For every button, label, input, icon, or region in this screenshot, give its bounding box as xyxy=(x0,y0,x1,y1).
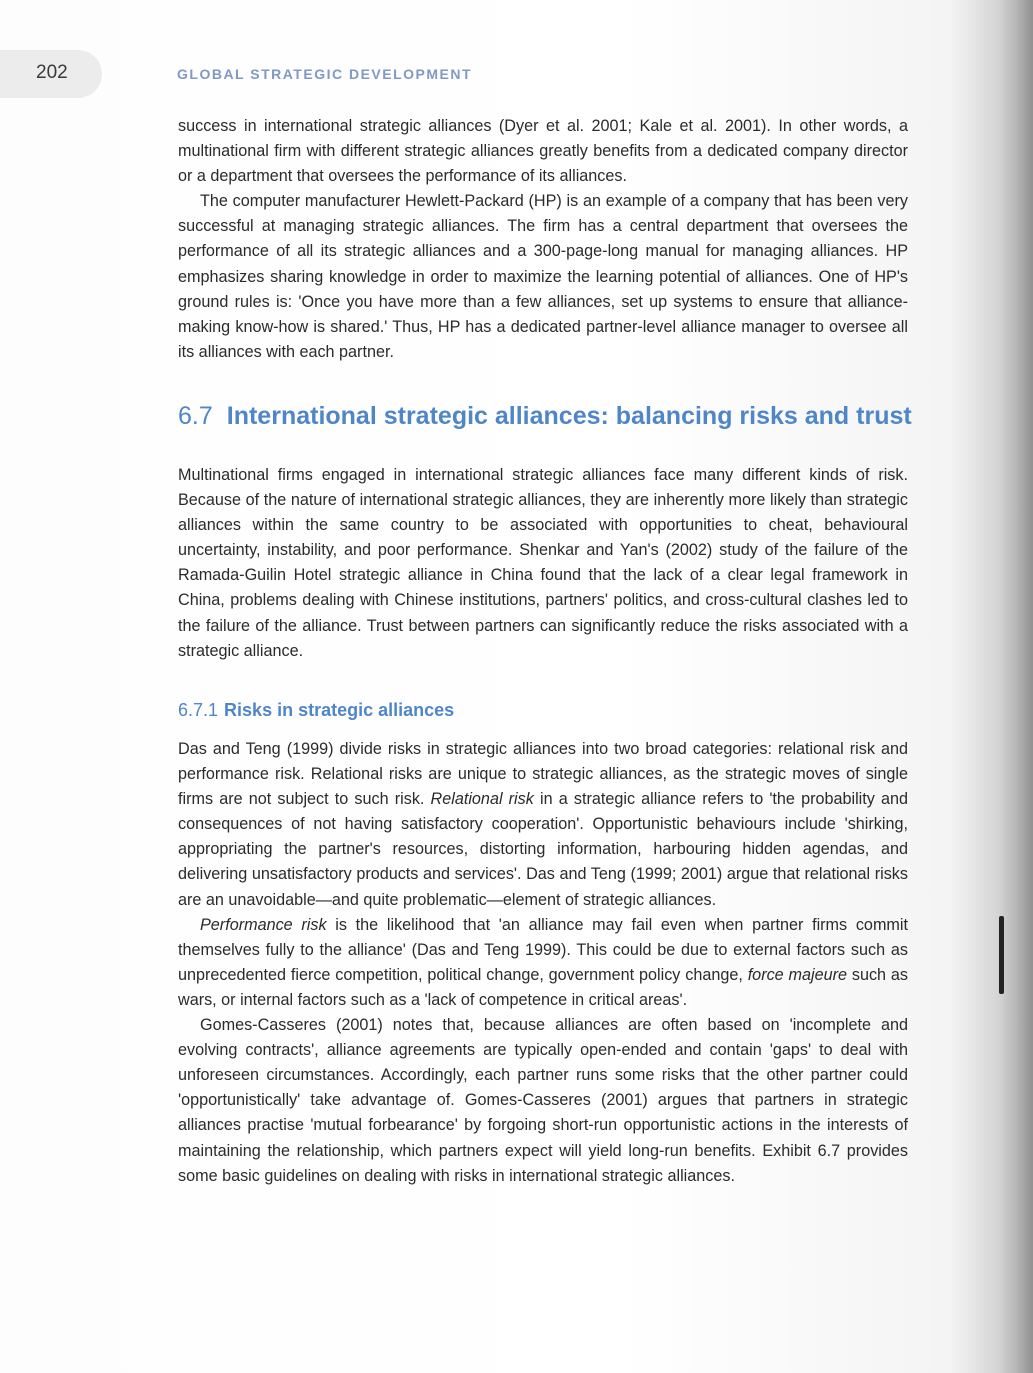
emphasis: force majeure xyxy=(747,965,848,984)
subsection-title: Risks in strategic alliances xyxy=(224,700,455,720)
intro-text xyxy=(178,114,908,365)
paragraph: Gomes-Casseres (2001) notes that, because alliances are often based on 'incomplete and evolving contracts', alliance agreements are typically open-ended and contain 'gaps' to deal with unforeseen circumstances. Accordingly, each partner runs some risks that the other partner could 'opportunistically' take advantage of. Gomes-Casseres (2001) argues that partners in strategic alliances practise 'mutual forbearance' by forgoing short-run opportunistic actions in the interests of maintaining the relationship, which partners expect will yield long-run benefits. Exhibit 6.7 provides some basic guidelines on dealing with risks in international strategic alliances. xyxy=(178,1016,908,1185)
section-number: 6.7 xyxy=(178,402,213,430)
paragraph xyxy=(178,913,908,1013)
subsection-heading xyxy=(178,700,454,721)
section-text xyxy=(178,463,908,664)
emphasis: Performance risk xyxy=(200,915,327,934)
emphasis: Relational risk xyxy=(430,790,534,809)
text-run: Das and Teng (1999) divide risks in strategic alliances into two broad categories: relational risk and performance risk. Relational risks are unique to strategic alliances, as the strategic moves of single firms are not subject to such risk. xyxy=(178,740,908,809)
text-run: is the likelihood that 'an alliance may fail even when partner firms commit themselves fully to the alliance' (Das and Teng 1999). This could be due to external factors such as unprecedented fierce competition, political change, government policy change, xyxy=(178,915,909,984)
paragraph: The computer manufacturer Hewlett-Packard (HP) is an example of a company that has been very successful at managing strategic alliances. The firm has a central department that oversees the performance of all its strategic alliances and a 300-page-long manual for managing alliances. HP emphasizes sharing knowledge in order to maximize the learning potential of alliances. One of HP's ground rules is: 'Once you have more than a few alliances, set up systems to ensure that alliance-making know-how is shared.' Thus, HP has a dedicated partner-level alliance manager to oversee all its alliances with each partner. xyxy=(178,192,908,361)
running-head: GLOBAL STRATEGIC DEVELOPMENT xyxy=(177,66,473,82)
paragraph: Multinational firms engaged in international strategic alliances face many different kinds of risk. Because of the nature of international strategic alliances, they are inherently more likely than strategic alliances within the same country to be associated with opportunities to cheat, behavioural uncertainty, instability, and poor performance. Shenkar and Yan's (2002) study of the failure of the Ramada-Guilin Hotel strategic alliance in China found that the lack of a clear legal framework in China, problems dealing with Chinese institutions, partners' politics, and cross-cultural clashes led to the failure of the alliance. Trust between partners can significantly reduce the risks associated with a strategic alliance. xyxy=(178,466,908,660)
subsection-number: 6.7.1 xyxy=(178,700,219,720)
section-title: International strategic alliances: balancing risks and trust xyxy=(226,402,912,430)
paragraph: success in international strategic alliances (Dyer et al. 2001; Kale et al. 2001). In other words, a multinational firm with different strategic alliances greatly benefits from a dedicated company director or a department that oversees the performance of its alliances. xyxy=(178,117,908,186)
paragraph xyxy=(178,737,908,913)
page-edge-shadow xyxy=(999,0,1033,1373)
text-run: in a strategic alliance refers to 'the probability and consequences of not having satisfactory cooperation'. Opportunistic behaviours include 'shirking, appropriating the partner's resources, distorting information, harbouring hidden agendas, and delivering unsatisfactory products and services'. Das and Teng (1999; 2001) argue that relational risks are an unavoidable—and quite problematic—element of strategic alliances. xyxy=(178,790,908,909)
page-edge-mark xyxy=(999,916,1004,994)
page-number: 202 xyxy=(36,62,68,83)
section-heading xyxy=(178,402,912,431)
subsection-text xyxy=(178,737,908,1189)
text-run: such as wars, or internal factors such as a 'lack of competence in critical areas'. xyxy=(178,965,908,1009)
